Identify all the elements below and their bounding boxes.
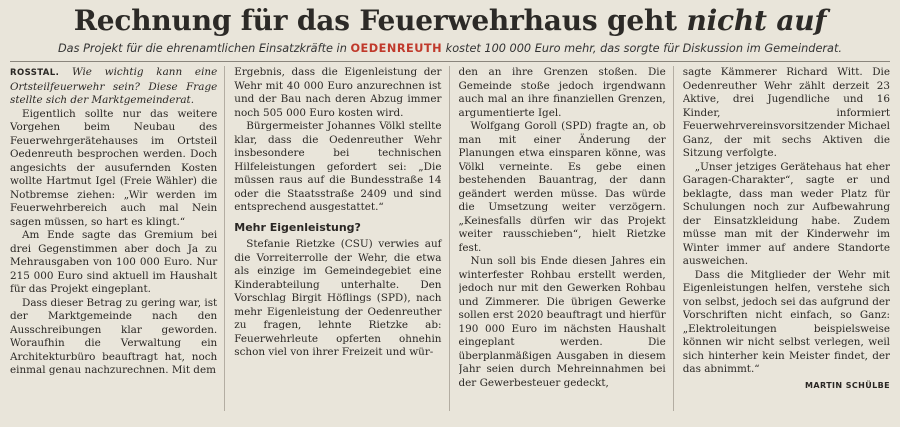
- subtitle-place: OEDENREUTH: [350, 42, 443, 55]
- headline-emphasis: nicht auf: [686, 4, 827, 37]
- column-2: [234, 66, 449, 411]
- column-4: [683, 66, 890, 411]
- paragraph: den an ihre Grenzen stoßen. Die Gemeinde stoße jedoch irgendwann auch mal an ihre finanziellen Grenzen, argumentierte Igel.: [458, 66, 666, 119]
- article-body: [10, 66, 890, 411]
- headline-text: Rechnung für das Feuerwehrhaus geht: [73, 4, 687, 37]
- subheading: Mehr Eigenleistung?: [234, 220, 361, 234]
- paragraph: Dass dieser Betrag zu gering war, ist der Marktgemeinde nach den Ausschreibungen klar geworden. Woraufhin die Verwaltung ein Architekturbüro beauftragt hat, noch einmal genau nachzurechnen. Mit dem: [10, 296, 218, 376]
- paragraph: „Unser jetziges Gerätehaus hat eher Garagen-Charakter“, sagte er und beklagte, dass man weder Platz für Schulungen noch zur Aufbewahrung der Einsatzkleidung habe. Zudem müsse man mit der Kinderwehr im Winter immer auf andere Standorte ausweichen.: [682, 160, 890, 267]
- subtitle: [10, 40, 890, 57]
- paragraph: Dass die Mitglieder der Wehr mit Eigenleistungen helfen, verstehe sich von selbst, jedoch sei das aufgrund der Vorschriften nicht einfach, so Ganz: „Elektroleitungen beispielsweise können wir nicht selbst verlegen, weil sich hinterher kein Meister findet, der das abnimmt.“: [682, 268, 890, 375]
- lead-text: Wie wichtig kann eine Ortsteilfeuerwehr sein? Diese Frage stellte sich der Marktgemeinderat.: [10, 66, 218, 106]
- paragraph: Ergebnis, dass die Eigenleistung der Wehr mit 40 000 Euro anzurechnen ist und der Bau nach deren Abzug immer noch 505 000 Euro kosten wird.: [234, 66, 442, 119]
- column-3: [459, 66, 674, 411]
- subtitle-text-before: Das Projekt für die ehrenamtlichen Einsatzkräfte in: [57, 42, 351, 55]
- author-byline: MARTIN SCHÜLBE: [805, 380, 890, 390]
- paragraph: sagte Kämmerer Richard Witt. Die Oedenreuther Wehr zählt derzeit 23 Aktive, drei Jugendliche und 16 Kinder, informiert Feuerwehrvereinsvorsitzender Michael Ganz, der mit sechs Aktiven die Sitzung verfolgte.: [682, 66, 890, 159]
- paragraph: Bürgermeister Johannes Völkl stellte klar, dass die Oedenreuther Wehr insbesondere bei technischen Hilfeleistungen gefordert sei: „Die müssen raus auf die Bundesstraße 14 oder die Staatsstraße 2409 und sind entsprechend ausgestattet.“: [234, 120, 442, 213]
- paragraph: Eigentlich sollte nur das weitere Vorgehen beim Neubau des Feuerwehrgerätehauses im Ortsteil Oedenreuth besprochen werden. Doch angesichts der ausufernden Kosten wollte Hartmut Igel (Freie Wähler) die Notbremse ziehen: „Wir werden im Feuerwehrbereich auch mal Nein sagen müssen, so hart es klingt.“: [10, 107, 218, 228]
- lead-paragraph: [10, 66, 217, 108]
- divider: [10, 61, 890, 62]
- column-1: [10, 66, 225, 411]
- dateline: ROSSTAL.: [10, 68, 60, 78]
- subtitle-text-after: kostet 100 000 Euro mehr, das sorgte für Diskussion im Gemeinderat.: [442, 42, 842, 55]
- paragraph: Am Ende sagte das Gremium bei drei Gegenstimmen aber doch Ja zu Mehrausgaben von 100 000 Euro. Nur 215 000 Euro sind aktuell im Haushalt für das Projekt eingeplant.: [10, 229, 218, 295]
- headline: [10, 4, 890, 38]
- paragraph: Stefanie Rietzke (CSU) verwies auf die Vorreiterrolle der Wehr, die etwa als einzige im Gemeindegebiet eine Kinderabteilung unterhalte. Den Vorschlag Birgit Höflings (SPD), nach mehr Eigenleistung der Oedenreuther zu fragen, lehnte Rietzke ab: Feuerwehrleute opferten ohnehin schon viel von ihrer Freizeit und wür-: [234, 238, 442, 358]
- paragraph: Wolfgang Goroll (SPD) fragte an, ob man mit einer Änderung der Planungen etwa einsparen könne, was Völkl verneinte. Es gebe einen bestehenden Bauantrag, der dann geändert werden müsse. Das würde die Umsetzung weiter verzögern. „Keinesfalls dürfen wir das Projekt weiter rausschieben“, hielt Rietzke fest.: [458, 120, 666, 254]
- paragraph: Nun soll bis Ende diesen Jahres ein winterfester Rohbau erstellt werden, jedoch nur mit den Gewerken Rohbau und Zimmerer. Die übrigen Gewerke sollen erst 2020 beauftragt und hierfür 190 000 Euro im nächsten Haushalt eingeplant werden. Die überplanmäßigen Ausgaben in diesem Jahr seien durch Mehreinnahmen bei der Gewerbesteuer gedeckt,: [458, 255, 666, 389]
